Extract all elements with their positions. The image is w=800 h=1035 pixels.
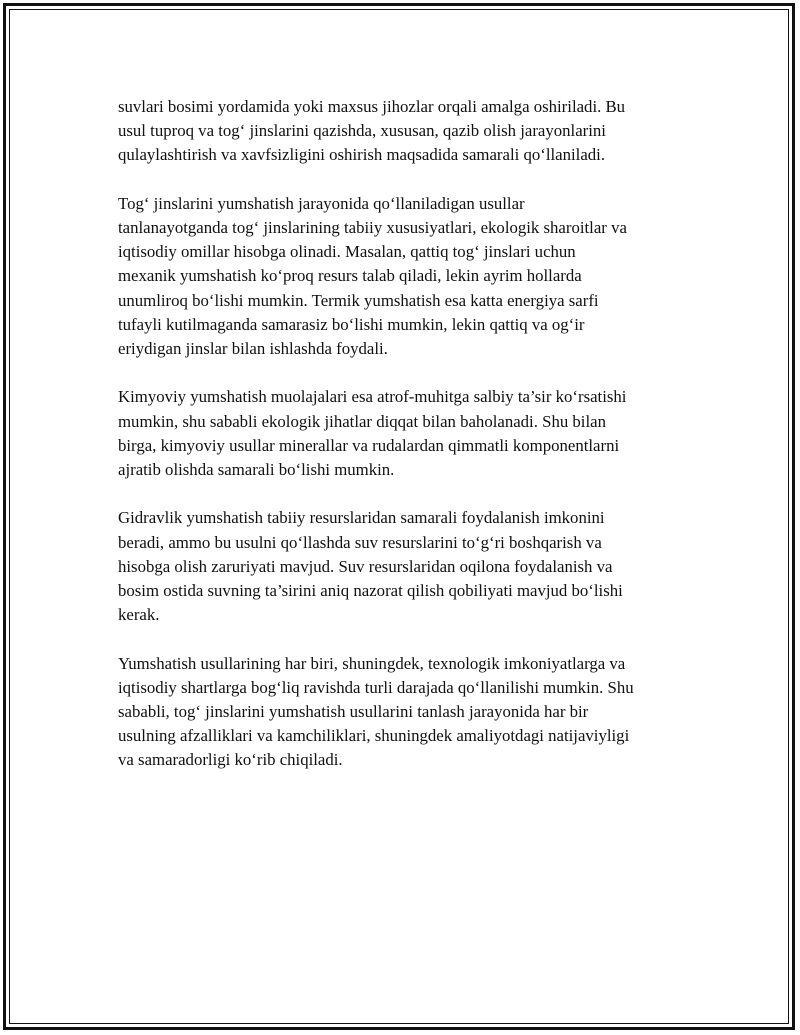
text-line: mexanik yumshatish ko‘proq resurs talab qiladi, lekin ayrim hollarda bbox=[118, 266, 582, 286]
text-line: va samaradorligi ko‘rib chiqiladi. bbox=[118, 750, 343, 770]
document-body bbox=[118, 95, 698, 797]
text-line: iqtisodiy omillar hisobga olinadi. Masalan, qattiq tog‘ jinslari uchun bbox=[118, 242, 576, 262]
text-line: ajratib olishda samarali bo‘lishi mumkin. bbox=[118, 460, 395, 480]
text-line: usulning afzalliklari va kamchiliklari, shuningdek amaliyotdagi natijaviyligi bbox=[118, 726, 630, 746]
text-line: unumliroq bo‘lishi mumkin. Termik yumshatish esa katta energiya sarfi bbox=[118, 290, 599, 310]
paragraph-1 bbox=[118, 95, 698, 168]
text-line: usul tuproq va tog‘ jinslarini qazishda, xususan, qazib olish jarayonlarini bbox=[118, 121, 606, 141]
text-line: tanlanayotganda tog‘ jinslarining tabiiy xususiyatlari, ekologik sharoitlar va bbox=[118, 218, 627, 237]
text-line: sababli, tog‘ jinslarini yumshatish usullarini tanlash jarayonida har bir bbox=[118, 702, 589, 722]
paragraph-3 bbox=[118, 385, 698, 482]
text-line: birga, kimyoviy usullar minerallar va rudalardan qimmatli komponentlarni bbox=[118, 435, 620, 455]
text-line: hisobga olish zaruriyati mavjud. Suv resurslaridan oqilona foydalanish va bbox=[118, 556, 613, 576]
text-line: qulaylashtirish va xavfsizligini oshirish maqsadida samarali qo‘llaniladi. bbox=[118, 145, 606, 165]
text-line: Kimyoviy yumshatish muolajalari esa atrof-muhitga salbiy ta’sir ko‘rsatishi bbox=[118, 387, 627, 407]
text-line: bosim ostida suvning ta’sirini aniq nazorat qilish qobiliyati mavjud bo‘lishi bbox=[118, 581, 623, 601]
text-line: tufayli kutilmaganda samarasiz bo‘lishi mumkin, lekin qattiq va og‘ir bbox=[118, 314, 585, 334]
paragraph-4 bbox=[118, 506, 698, 627]
text-line: beradi, ammo bu usulni qo‘llashda suv resurslarini to‘g‘ri boshqarish va bbox=[118, 532, 602, 552]
text-line: eriydigan jinslar bilan ishlashda foydali. bbox=[118, 339, 388, 359]
paragraph-5 bbox=[118, 652, 698, 773]
paragraph-2 bbox=[118, 192, 698, 361]
text-line: Gidravlik yumshatish tabiiy resurslaridan samarali foydalanish imkonini bbox=[118, 508, 605, 528]
text-line: Yumshatish usullarining har biri, shuningdek, texnologik imkoniyatlarga va bbox=[118, 653, 626, 673]
text-line: suvlari bosimi yordamida yoki maxsus jihozlar orqali amalga oshiriladi. Bu bbox=[118, 97, 626, 116]
text-line: kerak. bbox=[118, 605, 160, 625]
text-line: iqtisodiy shartlarga bog‘liq ravishda turli darajada qo‘llanilishi mumkin. Shu bbox=[118, 677, 634, 697]
text-line: mumkin, shu sababli ekologik jihatlar diqqat bilan baholanadi. Shu bilan bbox=[118, 411, 606, 431]
text-line: Tog‘ jinslarini yumshatish jarayonida qo‘llaniladigan usullar bbox=[118, 193, 525, 213]
